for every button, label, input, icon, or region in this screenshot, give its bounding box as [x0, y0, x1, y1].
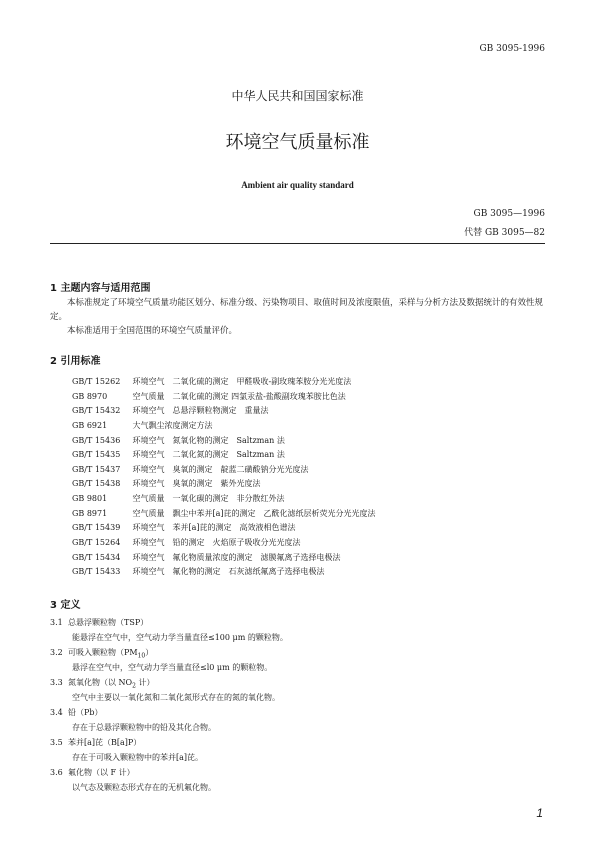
definition-term: 3.1 总悬浮颗粒物（TSP） — [50, 618, 149, 627]
list-item: GB/T 15435 环境空气 二氧化氮的测定 Saltzman 法 — [72, 450, 285, 460]
list-item: GB/T 15438 环境空气 臭氧的测定 紫外光度法 — [72, 479, 261, 489]
definitions-list — [50, 615, 288, 795]
definition-term: 3.5 苯并[a]芘（B[a]P） — [50, 738, 142, 747]
list-item: GB 6921 大气飘尘浓度测定方法 — [72, 420, 213, 430]
definition-text: 存在于总悬浮颗粒物中的铅及其化合物。 — [72, 723, 216, 732]
list-item: GB/T 15434 环境空气 氟化物质量浓度的测定 滤膜氟离子选择电极法 — [72, 552, 341, 562]
referenced-standards-list — [72, 375, 376, 580]
section-2-title: 2 引用标准 — [50, 356, 101, 367]
definition-term: 3.4 铅（Pb） — [50, 708, 103, 717]
definition-term: 3.3 氮氧化物（以 $NO_2$ 计） — [50, 678, 155, 690]
definition-text: 以气态及颗粒态形式存在的无机氟化物。 — [72, 783, 216, 792]
list-item: GB/T 15433 环境空气 氟化物的测定 石灰滤纸氟离子选择电极法 — [72, 567, 325, 577]
definition-text: 能悬浮在空气中，空气动力学当量直径≤100 μm 的颗粒物。 — [72, 633, 288, 642]
section-3-title: 3 定义 — [50, 600, 81, 611]
page-number: 1 — [536, 806, 543, 820]
replaces-standard: 代替 GB 3095—82 — [464, 228, 545, 238]
definition-term: 3.6 氟化物（以 F 计） — [50, 768, 135, 777]
document-title: 环境空气质量标准 — [225, 132, 370, 153]
list-item: GB/T 15439 环境空气 苯并[a]芘的测定 高效液相色谱法 — [72, 523, 296, 533]
list-item: GB/T 15436 环境空气 氮氧化物的测定 Saltzman 法 — [72, 435, 285, 445]
standard-code-header: GB 3095-1996 — [479, 44, 545, 54]
list-item: GB 9801 空气质量 一氧化碳的测定 非分散红外法 — [72, 494, 285, 504]
definition-text: 悬浮在空气中，空气动力学当量直径≤l0 μm 的颗粒物。 — [72, 663, 273, 672]
list-item: GB 8971 空气质量 飘尘中苯并[a]芘的测定 乙酰化滤纸层析荧光分光光度法 — [72, 508, 376, 518]
header-divider — [50, 243, 545, 244]
issuer-title: 中华人民共和国国家标准 — [231, 89, 364, 103]
section-1-paragraph: 本标准规定了环境空气质量功能区划分、标准分级、污染物项目、取值时间及浓度限值，采样与分析方法及数据统计的有效性规定。 — [50, 298, 544, 322]
list-item: GB/T 15437 环境空气 臭氧的测定 靛蓝二磺酸钠分光光度法 — [72, 464, 309, 474]
definition-term: 3.2 可吸入颗粒物$(PM_{10})$ — [50, 648, 154, 660]
list-item: GB/T 15264 环境空气 铅的测定 火焰原子吸收分光光度法 — [72, 538, 301, 548]
definition-text: 空气中主要以一氧化氮和二氧化氮形式存在的氮的氧化物。 — [72, 693, 280, 702]
section-1-title: 1 主题内容与适用范围 — [50, 283, 151, 294]
section-1-body — [50, 296, 545, 338]
standard-number: GB 3095—1996 — [473, 209, 545, 219]
list-item: GB 8970 空气质量 二氧化硫的测定 四氯汞盐-盐酸副玫瑰苯胺比色法 — [72, 391, 346, 401]
list-item: GB/T 15432 环境空气 总悬浮颗粒物测定 重量法 — [72, 406, 269, 416]
definition-text: 存在于可吸入颗粒物中的苯并[a]芘。 — [72, 753, 204, 762]
document-title-english: Ambient air quality standard — [241, 180, 354, 190]
list-item: GB/T 15262 环境空气 二氧化硫的测定 甲醛吸收-副玫瑰苯胺分光光度法 — [72, 377, 352, 386]
section-1-paragraph: 本标准适用于全国范围的环境空气质量评价。 — [67, 326, 238, 336]
